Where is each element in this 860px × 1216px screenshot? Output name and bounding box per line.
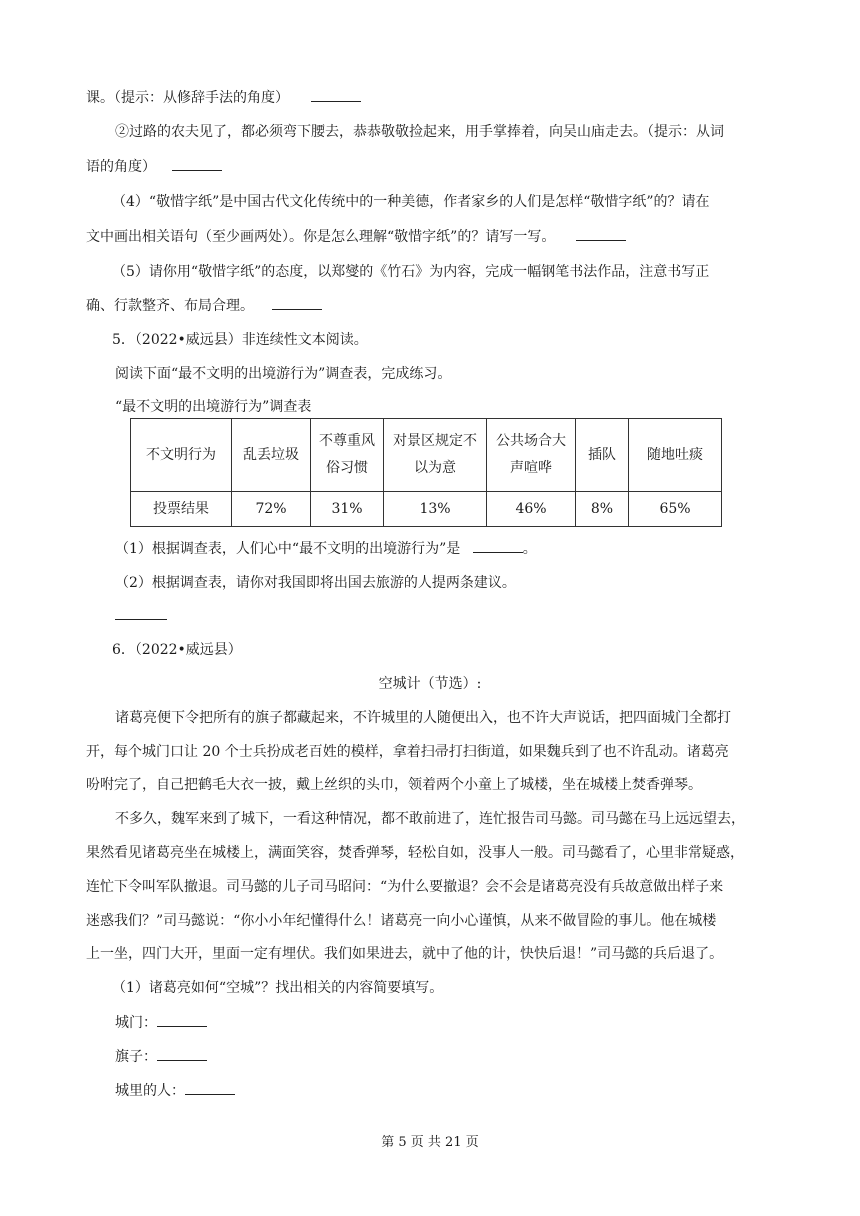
answer-blank[interactable] bbox=[157, 1014, 207, 1027]
answer-blank[interactable] bbox=[172, 158, 222, 171]
table-cell: 投票结果 bbox=[131, 492, 232, 527]
question-5: （5）请你用“敬惜字纸”的态度，以郑燮的《竹石》为内容，完成一幅钢笔书法作品，注意书写正 bbox=[112, 264, 710, 280]
table-cell: 72% bbox=[232, 492, 311, 527]
answer-blank[interactable] bbox=[272, 297, 322, 310]
text-line: ②过路的农夫见了，都必须弯下腰去，恭恭敬敬捡起来，用手掌捧着，向吴山庙走去。（提示：从词 bbox=[115, 124, 724, 140]
cell-text: 对景区规定不 bbox=[393, 433, 477, 449]
text-line bbox=[86, 227, 626, 247]
text: （1）根据调查表，人们心中“最不文明的出境游行为”是 bbox=[115, 541, 461, 557]
table-cell: 65% bbox=[629, 492, 722, 527]
cell-text: 以为意 bbox=[414, 460, 456, 476]
table-cell: 8% bbox=[576, 492, 629, 527]
answer-line bbox=[115, 606, 167, 626]
answer-blank[interactable] bbox=[185, 1082, 235, 1095]
passage-line: 果然看见诸葛亮坐在城楼上，满面笑容，焚香弹琴，轻松自如，没事人一般。司马懿看了，心里非常疑惑， bbox=[86, 845, 744, 861]
cell-text: 插队 bbox=[588, 446, 616, 463]
table-header-cell bbox=[487, 419, 576, 492]
table-header-cell bbox=[311, 419, 384, 492]
cell-text: 不尊重风 bbox=[319, 433, 375, 449]
field-label: 城里的人： bbox=[115, 1083, 185, 1099]
text-line bbox=[86, 88, 361, 108]
fill-line bbox=[115, 1081, 235, 1101]
answer-blank[interactable] bbox=[157, 1048, 207, 1061]
passage-line: 迷惑我们？”司马懿说：“你小小年纪懂得什么！诸葛亮一向小心谨慎，从来不做冒险的事儿。他在城楼 bbox=[86, 913, 717, 929]
table-cell: 46% bbox=[487, 492, 576, 527]
answer-blank[interactable] bbox=[115, 607, 167, 620]
passage-line: 连忙下令叫军队撤退。司马懿的儿子司马昭问：“为什么要撤退？会不会是诸葛亮没有兵故意做出样子来 bbox=[86, 879, 724, 895]
table-row bbox=[131, 492, 722, 527]
instruction-text: 阅读下面“最不文明的出境游行为”调查表，完成练习。 bbox=[115, 366, 452, 382]
cell-text: 公共场合大 bbox=[496, 433, 566, 449]
table-cell: 31% bbox=[311, 492, 384, 527]
text-line bbox=[86, 296, 322, 316]
cell-text: 不文明行为 bbox=[146, 446, 216, 463]
question-heading-6: 6．（2022•威远县） bbox=[112, 642, 242, 658]
cell-text: 声喧哗 bbox=[510, 460, 552, 476]
passage-line: 诸葛亮便下令把所有的旗子都藏起来，不许城里的人随便出入，也不许大声说话，把四面城门全都打 bbox=[115, 710, 731, 726]
answer-blank[interactable] bbox=[576, 228, 626, 241]
question-line bbox=[115, 539, 537, 559]
answer-blank[interactable] bbox=[473, 540, 523, 553]
survey-table bbox=[130, 418, 722, 527]
text: 确、行款整齐、布局合理。 bbox=[86, 298, 254, 314]
question-line: （1）诸葛亮如何“空城”？找出相关的内容简要填写。 bbox=[112, 980, 444, 996]
table-header-cell bbox=[232, 419, 311, 492]
fill-line bbox=[115, 1047, 207, 1067]
question-line: （2）根据调查表，请你对我国即将出国去旅游的人提两条建议。 bbox=[115, 575, 516, 591]
page-footer: 第 5 页 共 21 页 bbox=[381, 1135, 479, 1150]
table-caption: “最不文明的出境游行为”调查表 bbox=[115, 399, 312, 415]
passage-line: 开，每个城门口让 20 个士兵扮成老百姓的模样，拿着扫帚打扫街道，如果魏兵到了也不许乱动。诸葛亮 bbox=[86, 744, 729, 760]
table-cell: 13% bbox=[384, 492, 487, 527]
cell-text: 乱丢垃圾 bbox=[243, 446, 299, 463]
cell-text: 俗习惯 bbox=[326, 460, 368, 476]
table-header-cell bbox=[629, 419, 722, 492]
cell-text: 随地吐痰 bbox=[647, 446, 703, 463]
text-line bbox=[86, 157, 222, 177]
passage-line: 上一坐，四门大开，里面一定有埋伏。我们如果进去，就中了他的计，快快后退！”司马懿的兵后退了。 bbox=[86, 946, 724, 962]
passage-line: 吩咐完了，自己把鹤毛大衣一披，戴上丝织的头巾，领着两个小童上了城楼，坐在城楼上焚香弹琴。 bbox=[86, 777, 702, 793]
table-header-row bbox=[131, 419, 722, 492]
field-label: 城门： bbox=[115, 1015, 157, 1031]
passage-line: 不多久，魏军来到了城下，一看这种情况，都不敢前进了，连忙报告司马懿。司马懿在马上远远望去， bbox=[115, 811, 745, 827]
text: 课。（提示：从修辞手法的角度） bbox=[86, 90, 289, 106]
question-heading-5: 5．（2022•威远县）非连续性文本阅读。 bbox=[112, 332, 368, 348]
table-header-cell bbox=[576, 419, 629, 492]
text: 文中画出相关语句（至少画两处）。你是怎么理解“敬惜字纸”的？请写一写。 bbox=[86, 229, 556, 245]
text: 语的角度） bbox=[86, 159, 156, 175]
question-4: （4）“敬惜字纸”是中国古代文化传统中的一种美德，作者家乡的人们是怎样“敬惜字纸”的？请在 bbox=[112, 194, 710, 210]
field-label: 旗子： bbox=[115, 1049, 157, 1065]
text: 。 bbox=[522, 541, 537, 557]
answer-blank[interactable] bbox=[311, 89, 361, 102]
table-header-cell bbox=[384, 419, 487, 492]
fill-line bbox=[115, 1013, 207, 1033]
passage-title: 空城计（节选）: bbox=[378, 676, 482, 692]
table-header-cell bbox=[131, 419, 232, 492]
